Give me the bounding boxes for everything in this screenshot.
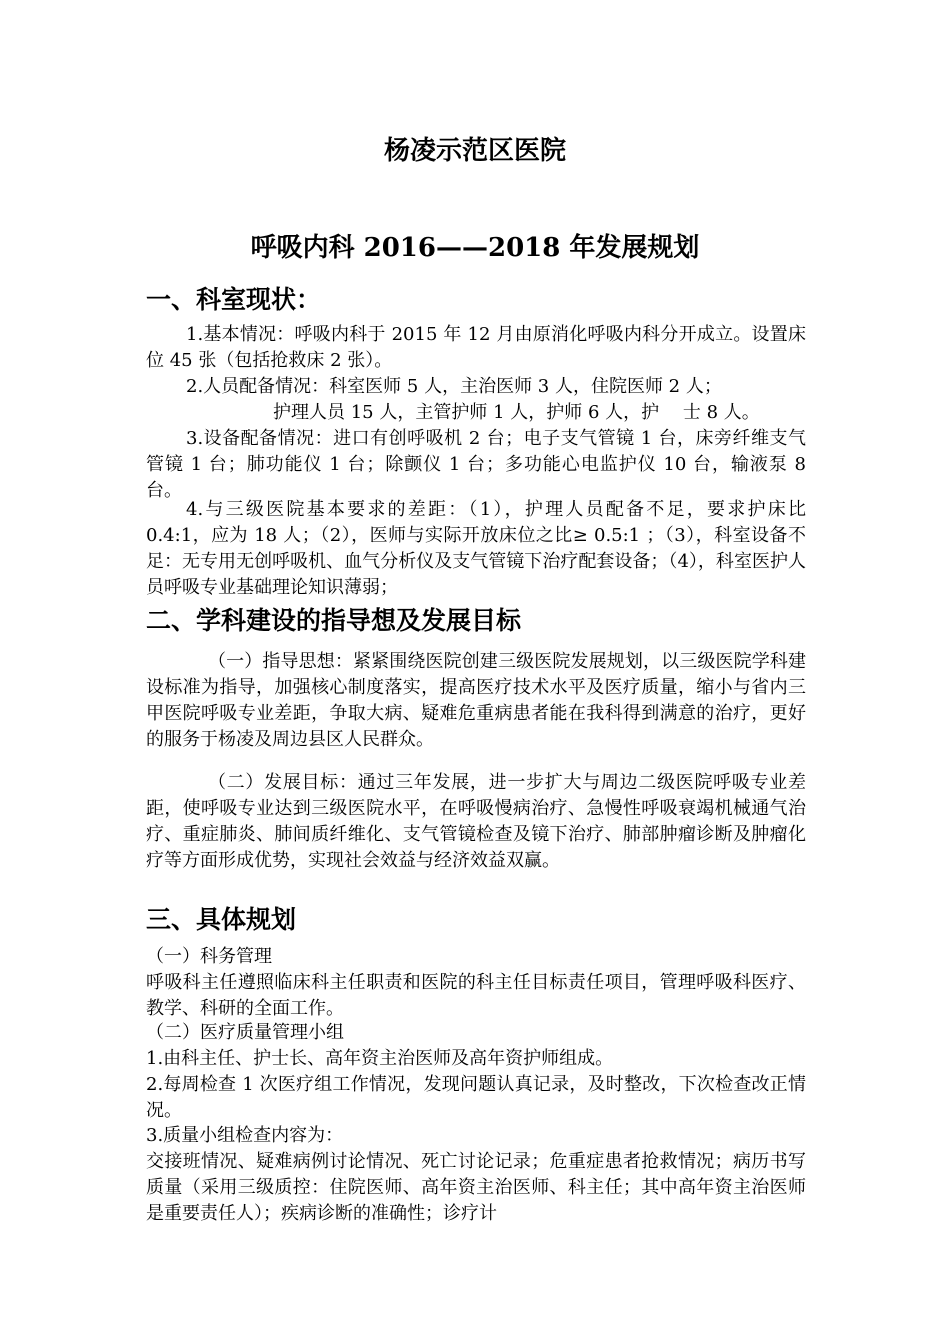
- paragraph-director-duty: 呼吸科主任遵照临床科主任职责和医院的科主任目标责任项目，管理呼吸科医疗、教学、科研的全面工作。: [146, 972, 806, 1019]
- section-heading-plan: 三、具体规划: [146, 905, 297, 934]
- paragraph-gap: 4.与三级医院基本要求的差距：（1），护理人员配备不足，要求护床比 0.4:1，应为 18 人；（2），医师与实际开放床位之比≥ 0.5:1 ；（3），科室设备不足：无专用无创呼吸机、血气分析仪及支气管镜下治疗配套设备；（4），科室医护人员呼吸专业基础理论知识薄弱；: [146, 499, 806, 598]
- paragraph-development-goal: （二）发展目标：通过三年发展，进一步扩大与周边二级医院呼吸专业差距，使呼吸专业达到三级医院水平，在呼吸慢病治疗、急慢性呼吸衰竭机械通气治疗、重症肺炎、肺间质纤维化、支气管镜检查及镜下治疗、肺部肿瘤诊断及肿瘤化疗等方面形成优势，实现社会效益与经济效益双赢。: [146, 772, 806, 871]
- paragraph-staffing: 2.人员配备情况：科室医师 5 人，主治医师 3 人，住院医师 2 人；: [186, 376, 722, 397]
- list-item-weekly-check: 2.每周检查 1 次医疗组工作情况，发现问题认真记录，及时整改，下次检查改正情况。: [146, 1074, 806, 1121]
- subheading-department-management: （一）科务管理: [146, 946, 272, 967]
- list-item-check-content: 3.质量小组检查内容为：: [146, 1125, 344, 1146]
- paragraph-staffing-nurses: 护理人员 15 人，主管护师 1 人，护师 6 人，护 士 8 人。: [273, 402, 760, 423]
- paragraph-guiding-thought: （一）指导思想：紧紧围绕医院创建三级医院发展规划，以三级医院学科建设标准为指导，加强核心制度落实，提高医疗技术水平及医疗质量，缩小与省内三甲医院呼吸专业差距，争取大病、疑难危重病患者能在我科得到满意的治疗，更好的服务于杨凌及周边县区人民群众。: [146, 651, 806, 750]
- paragraph-equipment: 3.设备配备情况：进口有创呼吸机 2 台；电子支气管镜 1 台，床旁纤维支气管镜 1 台；肺功能仪 1 台；除颤仪 1 台；多功能心电监护仪 10 台，输液泵 8 台。: [146, 428, 806, 501]
- document-subtitle: 呼吸内科 2016——2018 年发展规划: [250, 233, 700, 263]
- paragraph-check-details: 交接班情况、疑难病例讨论情况、死亡讨论记录；危重症患者抢救情况；病历书写质量（采用三级质控：住院医师、高年资主治医师、科主任；其中高年资主治医师是重要责任人）；疾病诊断的准确性；诊疗计: [146, 1151, 806, 1224]
- subheading-quality-group: （二）医疗质量管理小组: [146, 1022, 344, 1043]
- section-heading-guidance: 二、学科建设的指导想及发展目标: [146, 606, 522, 635]
- paragraph-basic-info: 1.基本情况：呼吸内科于 2015 年 12 月由原消化呼吸内科分开成立。设置床位 45 张（包括抢救床 2 张）。: [146, 324, 806, 371]
- section-heading-status: 一、科室现状：: [146, 285, 322, 314]
- document-title: 杨凌示范区医院: [383, 136, 566, 166]
- list-item-group-members: 1.由科主任、护士长、高年资主治医师及高年资护师组成。: [146, 1048, 614, 1069]
